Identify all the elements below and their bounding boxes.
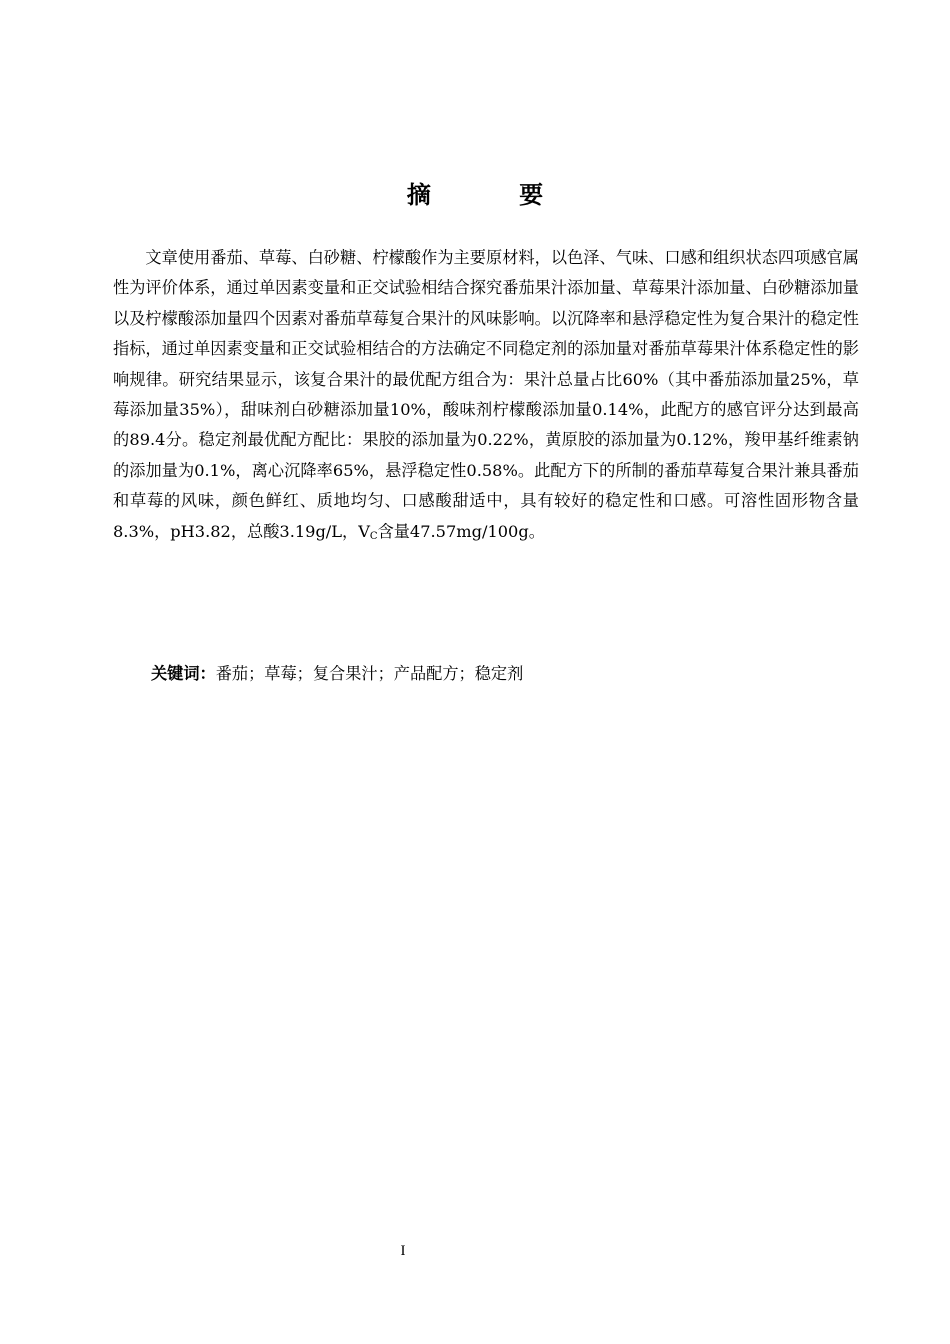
keywords-label: 关键词： [151,664,216,683]
page-number: I [400,1243,406,1259]
keywords-line [151,659,859,689]
abstract-text-tail: 含量47.57mg/100g。 [377,521,545,541]
page-title: 摘 要 [406,181,584,209]
vc-subscript: C [369,530,378,542]
abstract-text: 文章使用番茄、草莓、白砂糖、柠檬酸作为主要原材料，以色泽、气味、口感和组织状态四项感官属性为评价体系，通过单因素变量和正交试验相结合探究番茄果汁添加量、草莓果汁添加量、白砂糖添加量以及柠檬酸添加量四个因素对番茄草莓复合果汁的风味影响。以沉降率和悬浮稳定性为复合果汁的稳定性指标，通过单因素变量和正交试验相结合的方法确定不同稳定剂的添加量对番茄草莓果汁体系稳定性的影响规律。研究结果显示，该复合果汁的最优配方组合为：果汁总量占比60%（其中番茄添加量25%，草莓添加量35%），甜味剂白砂糖添加量10%，酸味剂柠檬酸添加量0.14%，此配方的感官评分达到最高的89.4分。稳定剂最优配方配比：果胶的添加量为0.22%，黄原胶的添加量为0.12%，羧甲基纤维素钠的添加量为0.1%，离心沉降率65%，悬浮稳定性0.58%。此配方下的所制的番茄草莓复合果汁兼具番茄和草莓的风味，颜色鲜红、质地均匀、口感酸甜适中，具有较好的稳定性和口感。可溶性固形物含量8.3%，pH3.82，总酸3.19g/L， [113,248,859,541]
keywords-value: 番茄；草莓；复合果汁；产品配方；稳定剂 [215,664,524,683]
abstract-body [113,243,859,547]
vc-symbol: V [358,521,370,541]
